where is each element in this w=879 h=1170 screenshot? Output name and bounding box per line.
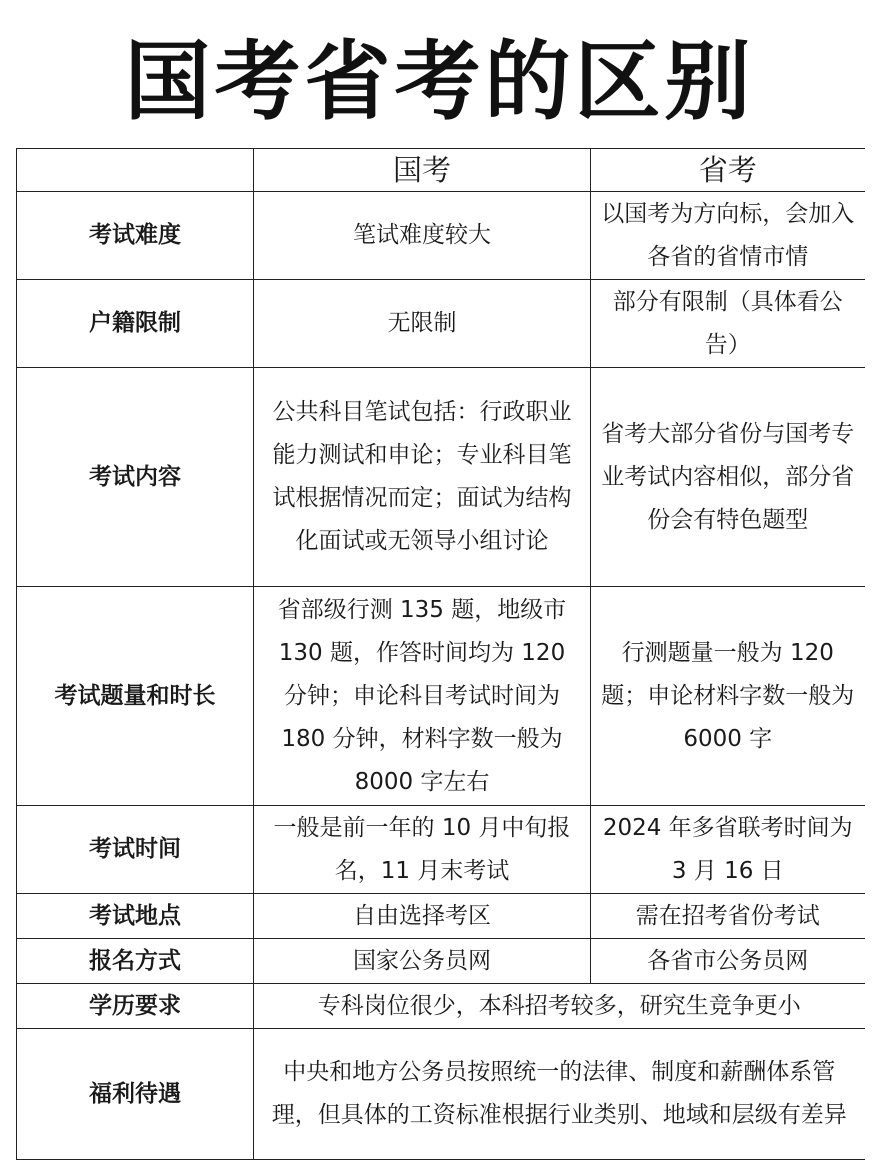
merged-value-cell: 专科岗位很少，本科招考较多，研究生竞争更小 — [254, 984, 865, 1029]
shengkao-cell: 各省市公务员网 — [591, 939, 865, 984]
shengkao-cell: 以国考为方向标，会加入各省的省情市情 — [591, 192, 865, 280]
guokao-cell: 一般是前一年的 10 月中旬报名，11 月末考试 — [254, 806, 591, 894]
row-label: 考试时间 — [17, 806, 254, 894]
row-label: 考试地点 — [17, 894, 254, 939]
header-empty-cell — [17, 149, 254, 192]
row-label: 考试题量和时长 — [17, 587, 254, 806]
table-row — [17, 587, 865, 806]
row-label: 考试内容 — [17, 368, 254, 587]
guokao-cell: 公共科目笔试包括：行政职业能力测试和申论；专业科目笔试根据情况而定；面试为结构化面试或无领导小组讨论 — [254, 368, 591, 587]
header-guokao: 国考 — [254, 149, 591, 192]
header-row — [17, 149, 865, 192]
table-row — [17, 192, 865, 280]
table-row — [17, 939, 865, 984]
table-row — [17, 368, 865, 587]
table-row — [17, 984, 865, 1029]
shengkao-cell: 2024 年多省联考时间为 3 月 16 日 — [591, 806, 865, 894]
row-label: 学历要求 — [17, 984, 254, 1029]
comparison-table — [16, 148, 865, 1160]
guokao-cell: 自由选择考区 — [254, 894, 591, 939]
table-row — [17, 280, 865, 368]
guokao-cell: 无限制 — [254, 280, 591, 368]
row-label: 户籍限制 — [17, 280, 254, 368]
page-title: 国考省考的区别 — [124, 32, 755, 132]
shengkao-cell: 省考大部分省份与国考专业考试内容相似，部分省份会有特色题型 — [591, 368, 865, 587]
table-row — [17, 806, 865, 894]
merged-value-cell: 中央和地方公务员按照统一的法律、制度和薪酬体系管理，但具体的工资标准根据行业类别、地域和层级有差异 — [254, 1029, 865, 1160]
table-row — [17, 1029, 865, 1160]
row-label: 报名方式 — [17, 939, 254, 984]
header-shengkao: 省考 — [591, 149, 865, 192]
row-label: 考试难度 — [17, 192, 254, 280]
table-row — [17, 894, 865, 939]
shengkao-cell: 部分有限制（具体看公告） — [591, 280, 865, 368]
guokao-cell: 国家公务员网 — [254, 939, 591, 984]
guokao-cell: 省部级行测 135 题，地级市 130 题，作答时间均为 120 分钟；申论科目考试时间为 180 分钟，材料字数一般为 8000 字左右 — [254, 587, 591, 806]
row-label: 福利待遇 — [17, 1029, 254, 1160]
guokao-cell: 笔试难度较大 — [254, 192, 591, 280]
shengkao-cell: 需在招考省份考试 — [591, 894, 865, 939]
shengkao-cell: 行测题量一般为 120 题；申论材料字数一般为 6000 字 — [591, 587, 865, 806]
